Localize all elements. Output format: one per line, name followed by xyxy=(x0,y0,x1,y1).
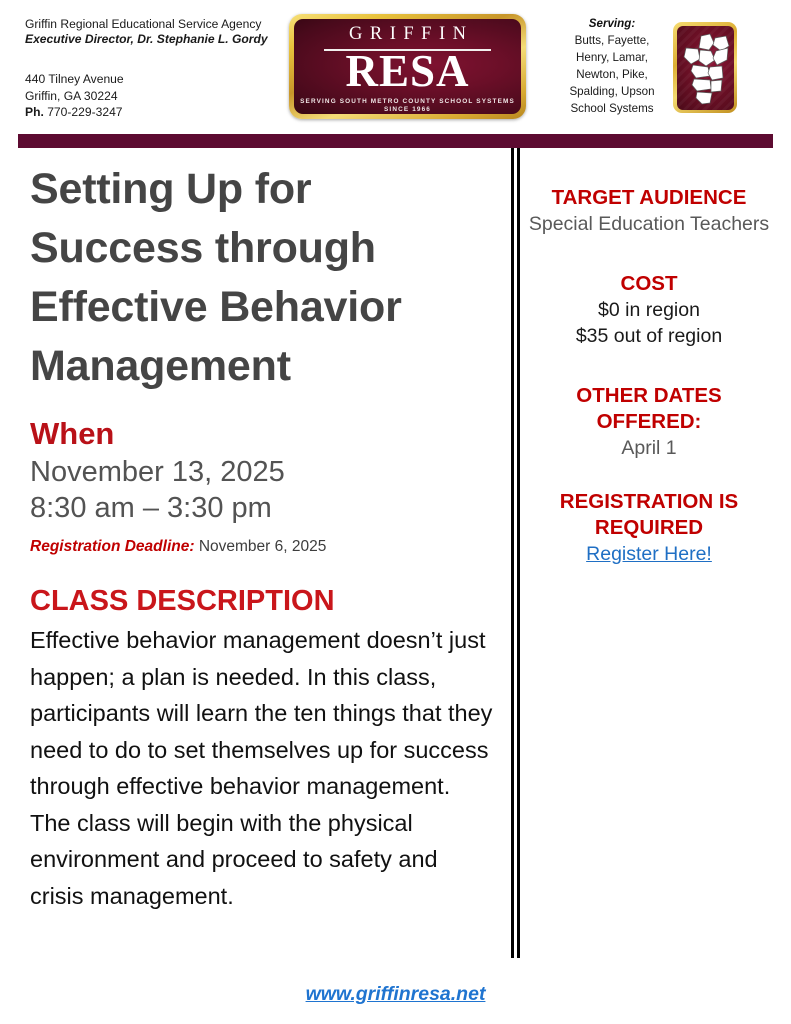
right-content-column xyxy=(527,185,771,567)
logo-resa-word: RESA xyxy=(345,46,470,96)
county-map-icon xyxy=(677,26,734,110)
serving-counties-block xyxy=(556,15,668,117)
cost-in-region: $0 in region xyxy=(598,299,700,321)
logo-since-year: SINCE 1966 xyxy=(383,106,432,113)
register-here-link[interactable]: Register Here! xyxy=(586,543,712,565)
column-divider xyxy=(511,148,520,958)
registration-deadline xyxy=(30,536,495,558)
spacer xyxy=(527,461,771,489)
divider-line-right xyxy=(517,148,520,958)
address-city-state-zip: Griffin, GA 30224 xyxy=(25,88,118,103)
target-audience-value: Special Education Teachers xyxy=(528,213,770,235)
address-street: 440 Tilney Avenue xyxy=(25,72,124,86)
logo-inner-panel xyxy=(294,19,521,114)
class-description-body: Effective behavior management doesn’t just happen; a plan is needed. In this class, participants will learn the ten things that they need to do to set themselves up for success through effective behavior management. The class will begin with the physical environment and proceed to safety and crisis management. xyxy=(30,627,493,909)
registration-required-heading: REGISTRATION IS REQUIRED xyxy=(559,490,739,539)
map-inner-panel xyxy=(677,26,734,110)
spacer xyxy=(527,349,771,383)
phone-line xyxy=(25,104,270,121)
serving-line: Spalding, Upson xyxy=(569,85,655,98)
executive-director: Executive Director, Dr. Stephanie L. Gordy xyxy=(25,32,268,46)
griffin-resa-logo xyxy=(289,14,526,119)
flyer-header xyxy=(0,0,791,134)
registration-deadline-value: November 6, 2025 xyxy=(198,538,327,555)
serving-label: Serving: xyxy=(588,17,636,30)
agency-name: Griffin Regional Educational Service Agency xyxy=(25,17,262,31)
when-heading: When xyxy=(30,416,115,451)
agency-address-block xyxy=(25,71,270,121)
header-maroon-divider-bar xyxy=(18,134,773,148)
serving-line: School Systems xyxy=(570,102,654,115)
serving-line: Butts, Fayette, xyxy=(574,34,650,47)
class-description-heading: CLASS DESCRIPTION xyxy=(30,585,335,617)
other-dates-value: April 1 xyxy=(621,437,677,459)
target-audience-heading: TARGET AUDIENCE xyxy=(551,186,747,209)
divider-line-left xyxy=(511,148,514,958)
session-time: 8:30 am – 3:30 pm xyxy=(30,492,272,524)
flyer-title: Setting Up for Success through Effective Behavior Management xyxy=(30,165,402,390)
cost-heading: COST xyxy=(620,272,678,295)
session-date: November 13, 2025 xyxy=(30,456,285,488)
cost-out-of-region: $35 out of region xyxy=(575,325,723,347)
left-content-column xyxy=(30,160,495,914)
region-map-badge xyxy=(673,22,737,113)
logo-tagline: SERVING SOUTH METRO COUNTY SCHOOL SYSTEMS xyxy=(300,98,515,105)
website-link[interactable]: www.griffinresa.net xyxy=(305,983,486,1005)
logo-griffin-word: GRIFFIN xyxy=(349,24,474,44)
agency-identity-block xyxy=(25,17,270,47)
phone-label: Ph. xyxy=(25,105,44,119)
registration-deadline-label: Registration Deadline: xyxy=(30,538,195,555)
other-dates-heading: OTHER DATES OFFERED: xyxy=(576,384,722,433)
phone-number: 770-229-3247 xyxy=(47,105,123,119)
serving-line: Henry, Lamar, xyxy=(576,51,648,64)
serving-line: Newton, Pike, xyxy=(576,68,648,81)
spacer xyxy=(527,237,771,271)
